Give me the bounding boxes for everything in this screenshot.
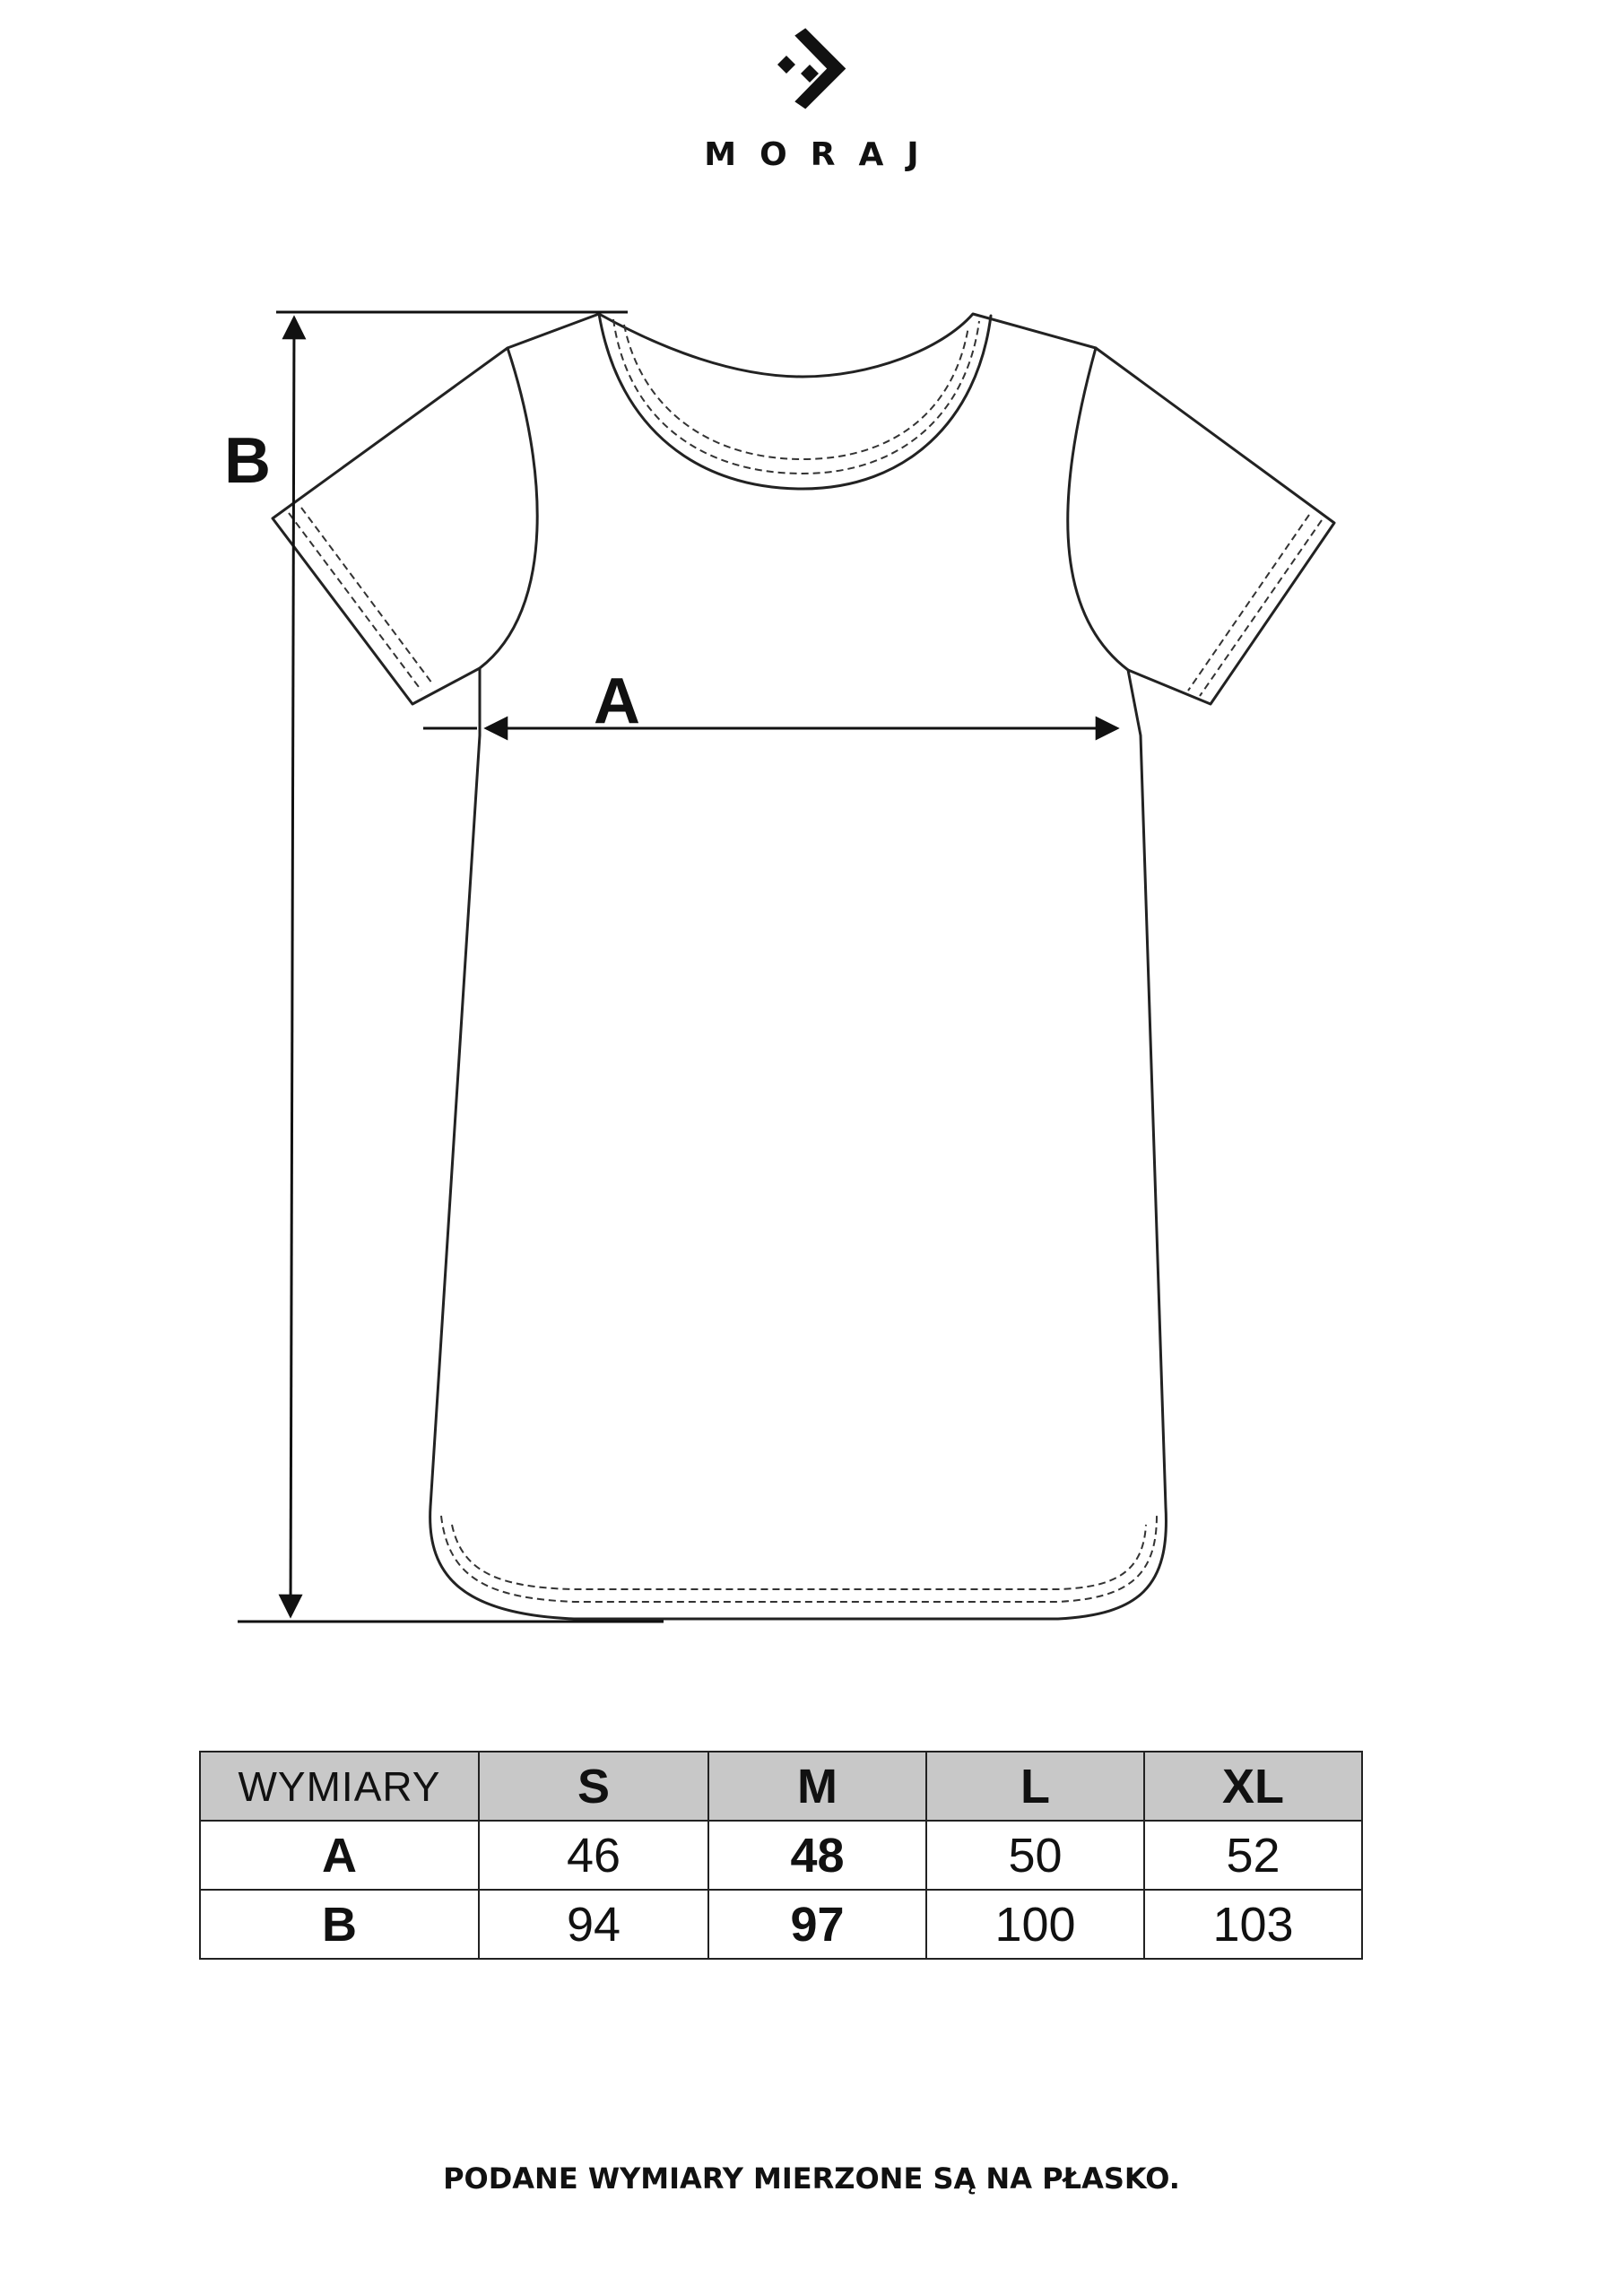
size-header-l: L bbox=[926, 1752, 1144, 1821]
measurement-footnote: PODANE WYMIARY MIERZONE SĄ NA PŁASKO. bbox=[443, 2161, 1180, 2196]
measure-a-label: A bbox=[594, 665, 640, 737]
brand-name: MORAJ bbox=[704, 136, 942, 173]
table-corner-label: WYMIARY bbox=[200, 1752, 479, 1821]
table-row bbox=[200, 1821, 1362, 1890]
table-cell: 94 bbox=[479, 1890, 708, 1959]
table-cell: 100 bbox=[926, 1890, 1144, 1959]
table-cell: 50 bbox=[926, 1821, 1144, 1890]
size-table-header bbox=[200, 1752, 1362, 1821]
size-table bbox=[199, 1751, 1363, 1960]
row-label-b: B bbox=[200, 1890, 479, 1959]
size-header-m: M bbox=[708, 1752, 926, 1821]
table-row bbox=[200, 1890, 1362, 1959]
table-cell: 103 bbox=[1144, 1890, 1362, 1959]
table-cell: 48 bbox=[708, 1821, 926, 1890]
row-label-a: A bbox=[200, 1821, 479, 1890]
table-cell: 52 bbox=[1144, 1821, 1362, 1890]
size-header-xl: XL bbox=[1144, 1752, 1362, 1821]
size-header-s: S bbox=[479, 1752, 708, 1821]
table-cell: 46 bbox=[479, 1821, 708, 1890]
measure-b-label: B bbox=[224, 425, 271, 497]
table-cell: 97 bbox=[708, 1890, 926, 1959]
